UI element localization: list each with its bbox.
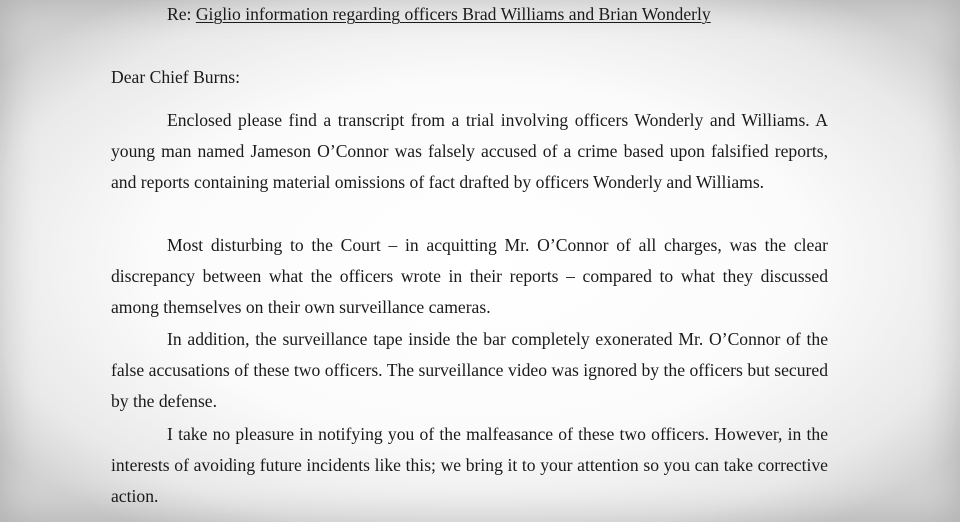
paragraph-3: In addition, the surveillance tape inside the bar completely exonerated Mr. O’Connor of the false accusations of these two officers. The surveillance video was ignored by the officers but secured by the defense. bbox=[111, 329, 828, 412]
paragraph-1: Enclosed please find a transcript from a trial involving officers Wonderly and Williams. A young man named Jameson O’Connor was falsely accused of a crime based upon falsified reports, and reports containing material omissions of fact drafted by officers Wonderly and Williams. bbox=[111, 110, 828, 193]
re-prefix: Re: bbox=[167, 4, 196, 24]
paragraph-2: Most disturbing to the Court – in acquitting Mr. O’Connor of all charges, was the clear discrepancy between what the officers wrote in their reports – compared to what they discussed among themselves on their own surveillance cameras. bbox=[111, 235, 828, 318]
subject-line bbox=[167, 6, 711, 24]
salutation: Dear Chief Burns: bbox=[111, 67, 240, 87]
subject-text: Giglio information regarding officers Brad Williams and Brian Wonderly bbox=[195, 4, 711, 24]
paragraph-4: I take no pleasure in notifying you of the malfeasance of these two officers. However, in the interests of avoiding future incidents like this; we bring it to your attention so you can take corrective action. bbox=[111, 424, 828, 507]
